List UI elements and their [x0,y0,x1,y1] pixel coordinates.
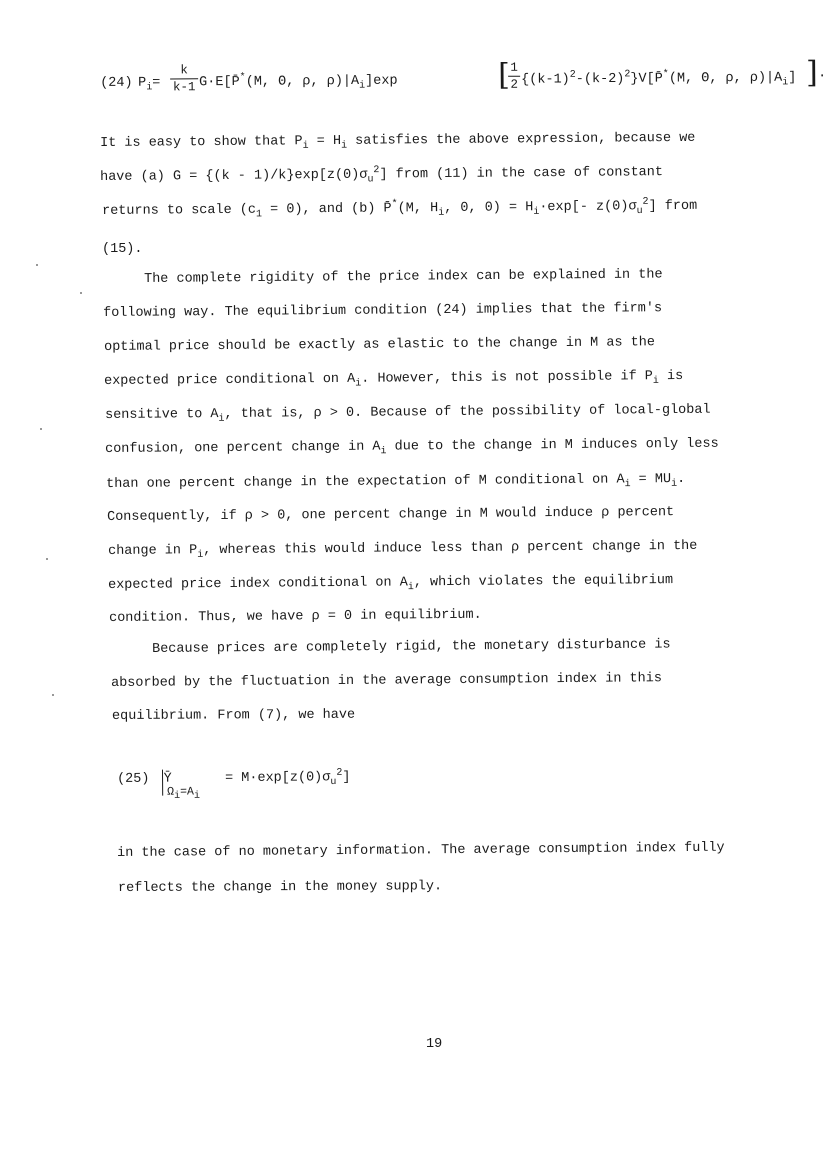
paragraph-2-line-1: The complete rigidity of the price index can be explained in the [144,267,663,287]
paragraph-2-line-6: confusion, one percent change in $A_i$ due to the change in M induces only less [105,436,719,458]
page-number: 19 [426,1037,443,1052]
scan-speck [46,558,48,560]
equation-expectation-term: G·E[P̄*(M, Θ, ρ, $\rho)|A_i]\exp$ [199,72,398,92]
paragraph-1-line-4: (15). [102,242,143,257]
equation-24 [100,55,827,96]
paragraph-1-line-2: have (a) $G = \{(k - 1)/k\}\exp[z(0)\sigma_u^2]$ from (11) in the case of constant [100,165,664,186]
scan-speck [40,428,42,430]
paragraph-1-line-1: It is easy to show that $P_i = H_i$ satisfies the above expression, because we [100,130,696,152]
paragraph-3-line-1: Because prices are completely rigid, the monetary disturbance is [152,637,671,657]
equation-25 [117,767,351,812]
paragraph-4-line-2: reflects the change in the money supply. [118,879,443,896]
equation-lhs: Ȳ [163,771,172,787]
paragraph-2-line-10: expected price index conditional on $A_i$, which violates the equilibrium [108,573,674,594]
left-bracket: [ [497,57,510,93]
equation-rhs: = $M\cdot\exp[z(0)\sigma_u^2]$ [224,767,351,789]
paragraph-3-line-2: absorbed by the fluctuation in the average consumption index in this [111,671,663,691]
scan-speck [80,292,82,294]
paragraph-2-line-2: following way. The equilibrium condition (24) implies that the firm's [103,301,663,321]
paragraph-3-line-3: equilibrium. From (7), we have [112,707,356,724]
paragraph-2-line-5: sensitive to $A_i$, that is, ρ > 0. Because of the possibility of local-global [105,402,711,425]
conditional-bar [162,770,163,796]
equation-lhs: $P_i=$ [138,75,161,94]
paragraph-2-line-3: optimal price should be exactly as elastic to the change in M as the [104,335,656,355]
scan-speck [52,694,54,696]
paragraph-2-line-4: expected price conditional on $A_i$. However, this is not possible if $P_i$ is [104,368,684,390]
equation-condition: $\Omega_i=A_i$ [167,785,200,802]
paragraph-1-line-3: returns to scale $(c_1 = 0)$, and (b) P̄*(M, $H_i$, 0, $0) = H_i\cdot\exp[-$ $z(0)\sigma_u^2$] from [102,196,698,221]
paragraph-2-line-8: Consequently, if ρ > 0, one percent change in M would induce ρ percent [107,505,675,525]
equation-label: (25) [117,771,150,787]
paragraph-4-line-1: in the case of no monetary information. The average consumption index fully [117,840,725,861]
fraction-one-half: 1 2 [508,61,520,92]
paragraph-2-line-11: condition. Thus, we have ρ = 0 in equilibrium. [109,607,482,626]
fraction-k-over-k-minus-1: k k-1 [170,63,198,94]
paragraph-2-line-9: change in $P_i$, whereas this would induce less than ρ percent change in the [108,538,698,561]
equation-variance-term: $\{(k-1)^2-(k-2)^2\}V[P̄^*(M$, Θ, ρ, $\rho)|A_i$] [521,69,797,89]
right-bracket: ] [805,55,818,91]
paragraph-2-line-7: than one percent change in the expectation of M conditional on $A_i = MU_i$. [106,471,686,492]
scan-speck [36,264,38,266]
equation-label: (24) [100,75,133,91]
equation-period: . [818,66,827,82]
